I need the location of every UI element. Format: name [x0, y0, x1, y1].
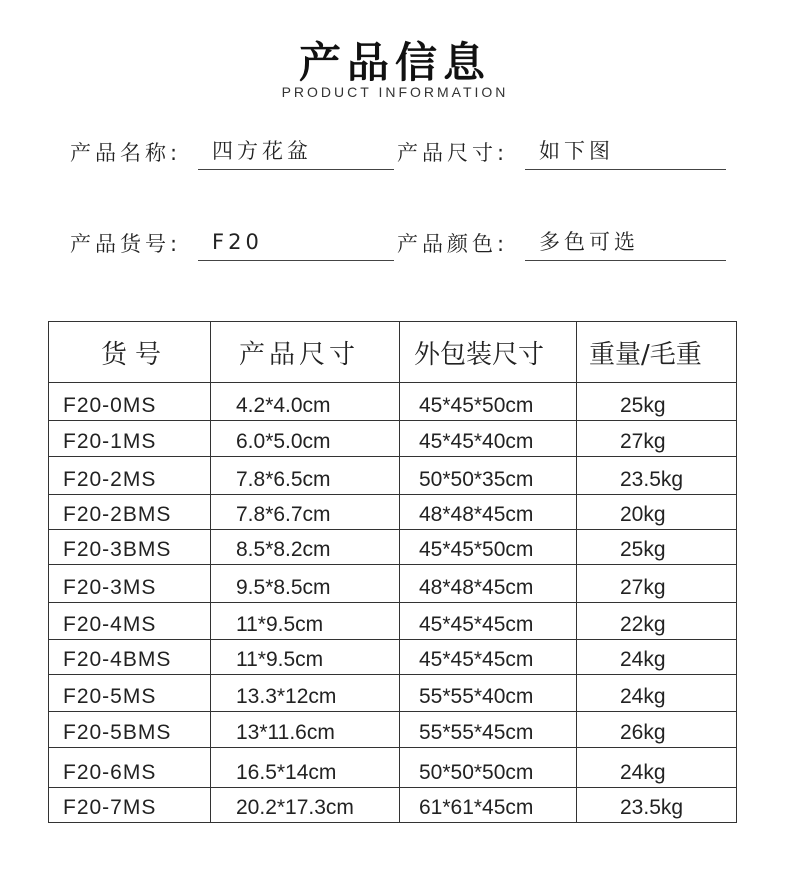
- cell-product-size: 6.0*5.0cm: [211, 421, 400, 457]
- table-row: [49, 457, 737, 495]
- cell-package-size: 55*55*45cm: [400, 712, 577, 748]
- cell-code: F20-3BMS: [49, 530, 211, 565]
- product-code-value: F20: [198, 228, 394, 261]
- cell-weight: 24kg: [577, 675, 737, 712]
- product-color-label: 产品颜色:: [397, 232, 509, 256]
- table-row: [49, 565, 737, 603]
- cell-product-size: 11*9.5cm: [211, 640, 400, 675]
- header-product-size: 产品尺寸: [211, 322, 400, 383]
- cell-package-size: 50*50*35cm: [400, 457, 577, 495]
- cell-product-size: 13*11.6cm: [211, 712, 400, 748]
- cell-weight: 23.5kg: [577, 788, 737, 823]
- page-title: 产品信息: [298, 38, 491, 87]
- cell-weight: 27kg: [577, 421, 737, 457]
- spec-table: [48, 321, 737, 823]
- cell-package-size: 48*48*45cm: [400, 565, 577, 603]
- cell-weight: 25kg: [577, 530, 737, 565]
- cell-package-size: 45*45*50cm: [400, 383, 577, 421]
- cell-product-size: 20.2*17.3cm: [211, 788, 400, 823]
- table-row: [49, 421, 737, 457]
- product-name-value: 四方花盆: [198, 137, 394, 170]
- product-code-label: 产品货号:: [70, 232, 182, 256]
- cell-code: F20-3MS: [49, 565, 211, 603]
- cell-code: F20-2MS: [49, 457, 211, 495]
- table-row: [49, 530, 737, 565]
- cell-code: F20-0MS: [49, 383, 211, 421]
- cell-package-size: 45*45*45cm: [400, 640, 577, 675]
- header-weight: 重量/毛重: [577, 322, 737, 383]
- table-row: [49, 495, 737, 530]
- cell-code: F20-5MS: [49, 675, 211, 712]
- header-package-size: 外包装尺寸: [400, 322, 577, 383]
- cell-weight: 20kg: [577, 495, 737, 530]
- cell-weight: 24kg: [577, 748, 737, 788]
- product-size-label: 产品尺寸:: [397, 141, 509, 165]
- cell-product-size: 11*9.5cm: [211, 603, 400, 640]
- cell-weight: 26kg: [577, 712, 737, 748]
- cell-package-size: 45*45*45cm: [400, 603, 577, 640]
- cell-code: F20-4MS: [49, 603, 211, 640]
- cell-weight: 27kg: [577, 565, 737, 603]
- cell-product-size: 8.5*8.2cm: [211, 530, 400, 565]
- page-subtitle: PRODUCT INFORMATION: [281, 84, 509, 100]
- cell-code: F20-6MS: [49, 748, 211, 788]
- product-size-value: 如下图: [525, 137, 726, 170]
- cell-code: F20-7MS: [49, 788, 211, 823]
- table-row: [49, 603, 737, 640]
- table-row: [49, 383, 737, 421]
- cell-package-size: 48*48*45cm: [400, 495, 577, 530]
- header-code: 货号: [49, 322, 211, 383]
- cell-package-size: 61*61*45cm: [400, 788, 577, 823]
- table-row: [49, 748, 737, 788]
- cell-package-size: 55*55*40cm: [400, 675, 577, 712]
- cell-code: F20-4BMS: [49, 640, 211, 675]
- cell-package-size: 45*45*40cm: [400, 421, 577, 457]
- table-row: [49, 640, 737, 675]
- cell-product-size: 7.8*6.5cm: [211, 457, 400, 495]
- product-name-label: 产品名称:: [70, 141, 182, 165]
- cell-package-size: 45*45*50cm: [400, 530, 577, 565]
- table-header-row: [49, 322, 737, 383]
- table-row: [49, 675, 737, 712]
- cell-weight: 25kg: [577, 383, 737, 421]
- cell-product-size: 4.2*4.0cm: [211, 383, 400, 421]
- cell-product-size: 7.8*6.7cm: [211, 495, 400, 530]
- table-row: [49, 712, 737, 748]
- cell-package-size: 50*50*50cm: [400, 748, 577, 788]
- cell-weight: 24kg: [577, 640, 737, 675]
- table-row: [49, 788, 737, 823]
- cell-code: F20-5BMS: [49, 712, 211, 748]
- product-color-value: 多色可选: [525, 228, 726, 261]
- cell-product-size: 13.3*12cm: [211, 675, 400, 712]
- cell-weight: 23.5kg: [577, 457, 737, 495]
- cell-weight: 22kg: [577, 603, 737, 640]
- cell-code: F20-1MS: [49, 421, 211, 457]
- cell-product-size: 16.5*14cm: [211, 748, 400, 788]
- cell-product-size: 9.5*8.5cm: [211, 565, 400, 603]
- cell-code: F20-2BMS: [49, 495, 211, 530]
